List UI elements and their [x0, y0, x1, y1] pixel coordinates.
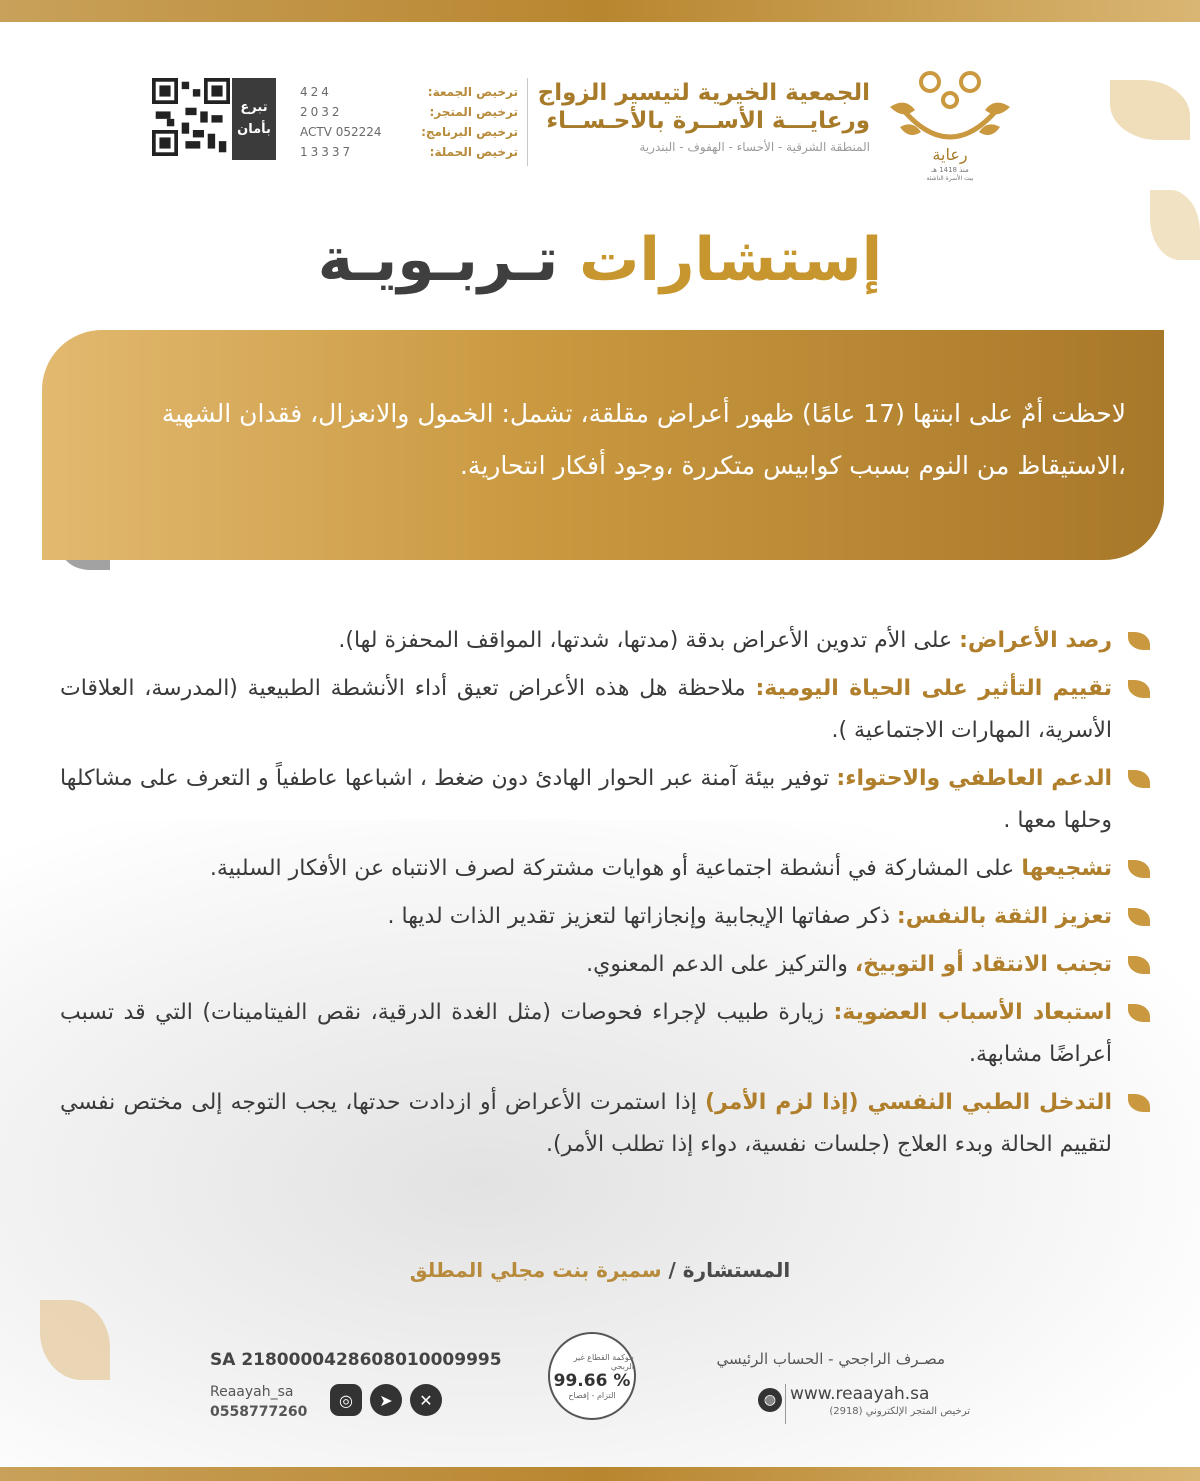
org-name-line2: ورعايـــة الأســرة بالأحـســاء — [546, 108, 870, 134]
bottom-accent-bar — [0, 1467, 1200, 1481]
donate-label-line1: تبرع — [240, 100, 268, 115]
license-value: 424 — [300, 85, 332, 99]
list-item — [60, 1082, 1150, 1166]
badge-value: 99.66 % — [553, 1370, 631, 1391]
item-text: ذكر صفاتها الإيجابية وإنجازاتها لتعزيز تقدير الذات لديها . — [387, 904, 897, 929]
store-license-note: ترخيص المتجر الإلكتروني (2918) — [829, 1406, 970, 1417]
qr-code-icon[interactable] — [152, 78, 230, 156]
leaf-bullet-icon — [1128, 860, 1150, 878]
social-username: Reaayah_sa — [210, 1384, 294, 1400]
license-label: ترخيص الجمعة: — [427, 85, 518, 99]
reaayah-logo-icon — [885, 62, 1015, 182]
license-value: 2032 — [300, 105, 343, 119]
case-description-text: لاحظت أمٌ على ابنتها (17 عامًا) ظهور أعراض مقلقة، تشمل: الخمول والانعزال، فقدان الشهية ،الاستيقاظ من النوم بسبب كوابيس متكررة ،وجود أفكار انتحارية. — [161, 399, 1126, 480]
item-term: استبعاد الأسباب العضوية: — [833, 1000, 1112, 1025]
leaf-bullet-icon — [1128, 770, 1150, 788]
globe-icon: ◍ — [758, 1388, 782, 1412]
item-term: الدعم العاطفي والاحتواء: — [836, 766, 1113, 791]
consultant-label: المستشارة / — [661, 1258, 791, 1282]
license-label: ترخيص البرنامج: — [421, 125, 518, 139]
consultant-name: سميرة بنت مجلي المطلق — [409, 1258, 662, 1282]
item-term: تعزيز الثقة بالنفس: — [896, 904, 1112, 929]
item-term: تقييم التأثير على الحياة اليومية: — [755, 676, 1112, 701]
badge-bottom-text: التزام - إفصاح — [568, 1390, 616, 1400]
title-part1: إستشارات — [579, 225, 883, 295]
item-text: على المشاركة في أنشطة اجتماعية أو هوايات مشتركة لصرف الانتباه عن الأفكار السلبية. — [209, 856, 1022, 881]
leaf-bullet-icon — [1128, 956, 1150, 974]
list-item — [60, 848, 1150, 890]
list-item — [60, 668, 1150, 752]
license-value: 13337 — [300, 145, 354, 159]
item-text: على الأم تدوين الأعراض بدقة (مدتها، شدتها، المواقف المحفزة لها). — [338, 628, 960, 653]
phone-number: 0558777260 — [210, 1404, 308, 1420]
social-links — [330, 1384, 450, 1416]
license-label: ترخيص المتجر: — [429, 105, 518, 119]
item-text: توفير بيئة آمنة عبر الحوار الهادئ دون ضغط ، اشباعها عاطفياً و التعرف على مشاكلها وحلها معها . — [60, 766, 1112, 833]
badge-top-text: حوكمة القطاع غير الربحي — [573, 1352, 634, 1371]
case-description-box — [42, 330, 1164, 560]
instagram-icon[interactable]: ◎ — [330, 1384, 362, 1416]
licenses-list — [300, 82, 518, 162]
decor-leaf-icon — [1110, 80, 1190, 140]
license-row — [300, 102, 518, 122]
leaf-bullet-icon — [1128, 632, 1150, 650]
leaf-bullet-icon — [1128, 1094, 1150, 1112]
title-part2: تـربـويـة — [317, 225, 559, 295]
leaf-bullet-icon — [1128, 1004, 1150, 1022]
license-value: ACTV 052224 — [300, 125, 382, 139]
logo-text: رعاية — [932, 145, 968, 164]
logo-sub2: بيت الأسرة الناشئة — [926, 175, 974, 182]
license-label: ترخيص الحملة: — [429, 145, 518, 159]
website-link[interactable]: www.reaayah.sa — [790, 1384, 930, 1404]
consultant-signature — [380, 1258, 820, 1282]
item-term: التدخل الطبي النفسي (إذا لزم الأمر) — [705, 1090, 1112, 1115]
recommendations-list — [60, 620, 1150, 1172]
list-item — [60, 896, 1150, 938]
item-term: تشجيعها — [1021, 856, 1112, 881]
footer-divider — [785, 1384, 786, 1424]
list-item — [60, 620, 1150, 662]
organization-name — [510, 80, 870, 154]
item-term: رصد الأعراض: — [959, 628, 1112, 653]
license-row — [300, 142, 518, 162]
donate-label-line2: بأمان — [237, 122, 271, 137]
list-item — [60, 758, 1150, 842]
item-term: تجنب الانتقاد أو التوبيخ، — [854, 952, 1112, 977]
telegram-icon[interactable]: ➤ — [370, 1384, 402, 1416]
item-text: والتركيز على الدعم المعنوي. — [586, 952, 855, 977]
governance-badge — [548, 1332, 636, 1420]
donate-safely-button[interactable] — [232, 78, 276, 160]
logo-sub1: منذ 1418 هـ — [931, 166, 969, 174]
org-name-line1: الجمعية الخيرية لتيسير الزواج — [537, 80, 870, 106]
top-accent-bar — [0, 0, 1200, 22]
x-twitter-icon[interactable]: ✕ — [410, 1384, 442, 1416]
page-title — [0, 225, 1200, 295]
list-item — [60, 992, 1150, 1076]
leaf-bullet-icon — [1128, 908, 1150, 926]
license-row — [300, 82, 518, 102]
license-row — [300, 122, 518, 142]
header-divider — [527, 78, 528, 166]
org-location: المنطقة الشرقية - الأحساء - الهفوف - البندرية — [639, 140, 870, 154]
leaf-bullet-icon — [1128, 680, 1150, 698]
item-text: زيارة طبيب لإجراء فحوصات (مثل الغدة الدرقية، نقص الفيتامينات) التي قد تسبب أعراضًا مشابهة. — [60, 1000, 1112, 1067]
item-text: إذا استمرت الأعراض أو ازدادت حدتها، يجب التوجه إلى مختص نفسي لتقييم الحالة وبدء العلاج (جلسات نفسية، دواء إذا تطلب الأمر). — [60, 1090, 1112, 1157]
iban-number: SA 2180000428608010009995 — [210, 1350, 502, 1370]
bank-name: مصـرف الراجحي - الحساب الرئيسي — [716, 1350, 945, 1368]
item-text: ملاحظة هل هذه الأعراض تعيق أداء الأنشطة الطبيعية (المدرسة، العلاقات الأسرية، المهارات الاجتماعية ). — [60, 676, 1112, 743]
list-item — [60, 944, 1150, 986]
